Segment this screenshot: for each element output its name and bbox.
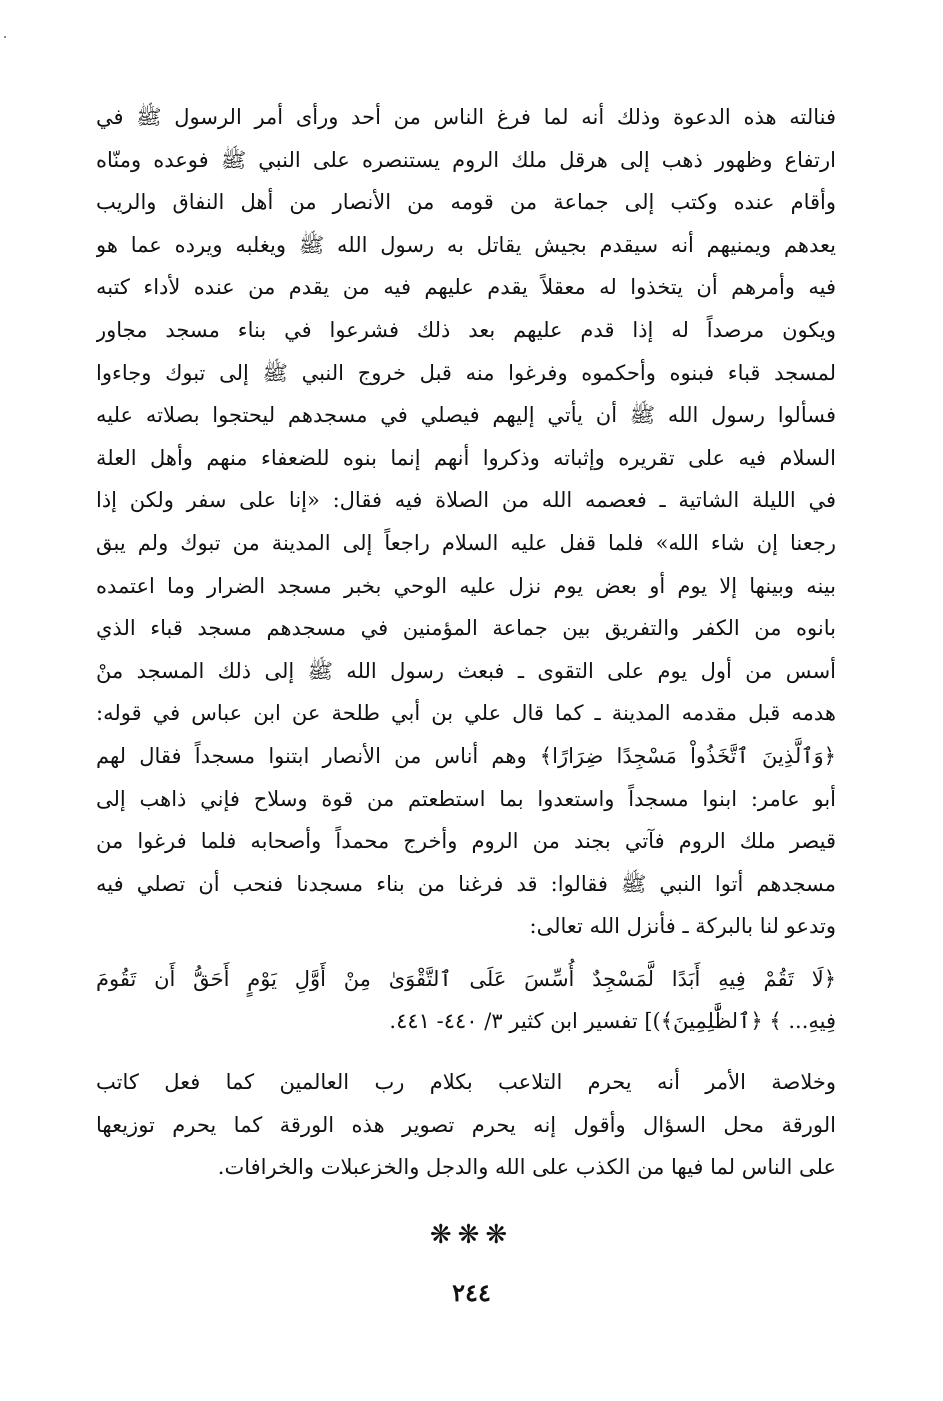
text-line: ﴿وَٱلَّذِينَ ٱتَّخَذُواْ مَسْجِدًا ضِرَارًا﴾ وهم أناس من الأنصار ابتنوا مسجداً فقال لهم (96, 743, 836, 768)
text-line: أسس من أول يوم على التقوى ـ فبعث رسول الله ﷺ إلى ذلك المسجد منْ (96, 658, 836, 683)
text-line: يعدهم ويمنيهم أنه سيقدم بجيش يقاتل به رسول الله ﷺ ويغلبه ويرده عما هو (96, 232, 836, 257)
text-line: مسجدهم أتوا النبي ﷺ فقالوا: قد فرغنا من بناء مسجدنا فنحب أن تصلي فيه (96, 871, 836, 896)
main-paragraph (96, 96, 836, 948)
spacer (96, 1043, 836, 1061)
text-line: السلام فيه على تقريره وإثباته وذكروا أنهم إنما بنوه للضعفاء منهم وأهل العلة (96, 445, 836, 470)
page-number: ٢٤٤ (452, 1278, 491, 1307)
text-line: هدمه قبل مقدمه المدينة ـ كما قال علي بن أبي طلحة عن ابن عباس في قوله: (96, 701, 836, 726)
text-line: قيصر ملك الروم فآتي بجند من الروم وأخرج محمداً وأصحابه فلما فرغوا من (96, 829, 836, 854)
text-line: فنالته هذه الدعوة وذلك أنه لما فرغ الناس من أحد ورأى أمر الرسول ﷺ في (96, 105, 836, 129)
text-line: وأقام عنده وكتب إلى جماعة من قومه من الأنصار من أهل النفاق والريب (96, 190, 836, 215)
scan-edge-mark (4, 36, 6, 38)
text-line: على الناس لما فيها من الكذب على الله والدجل والخزعبلات والخرافات. (217, 1155, 836, 1180)
text-line: وخلاصة الأمر أنه يحرم التلاعب بكلام رب العالمين كما فعل كاتب (96, 1070, 836, 1095)
text-line: فسألوا رسول الله ﷺ أن يأتي إليهم فيصلي في مسجدهم ليحتجوا بصلاته عليه (96, 403, 836, 428)
page-body (96, 96, 836, 1189)
text-line: أبو عامر: ابنوا مسجداً واستعدوا بما استطعتم من قوة وسلاح فإني ذاهب إلى (96, 786, 836, 811)
text-line: وتدعو لنا بالبركة ـ فأنزل الله تعالى: (529, 914, 836, 939)
section-ornament: ❋❋❋ (429, 1220, 514, 1250)
quran-quote-block (96, 958, 836, 1043)
text-line: الورقة محل السؤال وأقول إنه يحرم تصوير هذه الورقة كما يحرم توزيعها (96, 1112, 836, 1137)
spacer (96, 948, 836, 958)
quote-line: ﴿لَا تَقُمْ فِيهِ أَبَدًا لَّمَسْجِدٌ أُسِّسَ عَلَى ٱلتَّقْوَىٰ مِنْ أَوَّلِ يَوْمٍ أَحَقُّ أَن تَقُومَ (96, 966, 836, 991)
text-line: ارتفاع وظهور ذهب إلى هرقل ملك الروم يستنصره على النبي ﷺ فوعده ومنّاه (96, 147, 836, 172)
text-line: فيه وأمرهم أن يتخذوا له معقلاً يقدم عليهم فيه من يقدم من عنده لأداء كتبه (96, 275, 836, 300)
text-line: بانوه من الكفر والتفريق بين جماعة المؤمنين في مسجدهم مسجد قباء الذي (96, 616, 836, 641)
text-line: بينه وبينها إلا يوم أو بعض يوم نزل عليه الوحي بخبر مسجد الضرار وما اعتمده (96, 573, 836, 598)
quote-line: فِيهِ... ﴾ ﴿ٱلظَّٰلِمِينَ﴾)] تفسير ابن كثير ٣/ ٤٤٠- ٤٤١. (389, 1009, 836, 1034)
text-line: ويكون مرصداً له إذا قدم عليهم بعد ذلك فشرعوا في بناء مسجد مجاور (96, 317, 836, 342)
text-line: رجعنا إن شاء الله» فلما قفل عليه السلام راجعاً إلى المدينة من تبوك ولم يبق (96, 530, 836, 555)
text-line: لمسجد قباء فبنوه وأحكموه وفرغوا منه قبل خروج النبي ﷺ إلى تبوك وجاءوا (96, 360, 836, 385)
conclusion-paragraph (96, 1061, 836, 1189)
text-line: في الليلة الشاتية ـ فعصمه الله من الصلاة فيه فقال: «إنا على سفر ولكن إذا (96, 488, 836, 513)
